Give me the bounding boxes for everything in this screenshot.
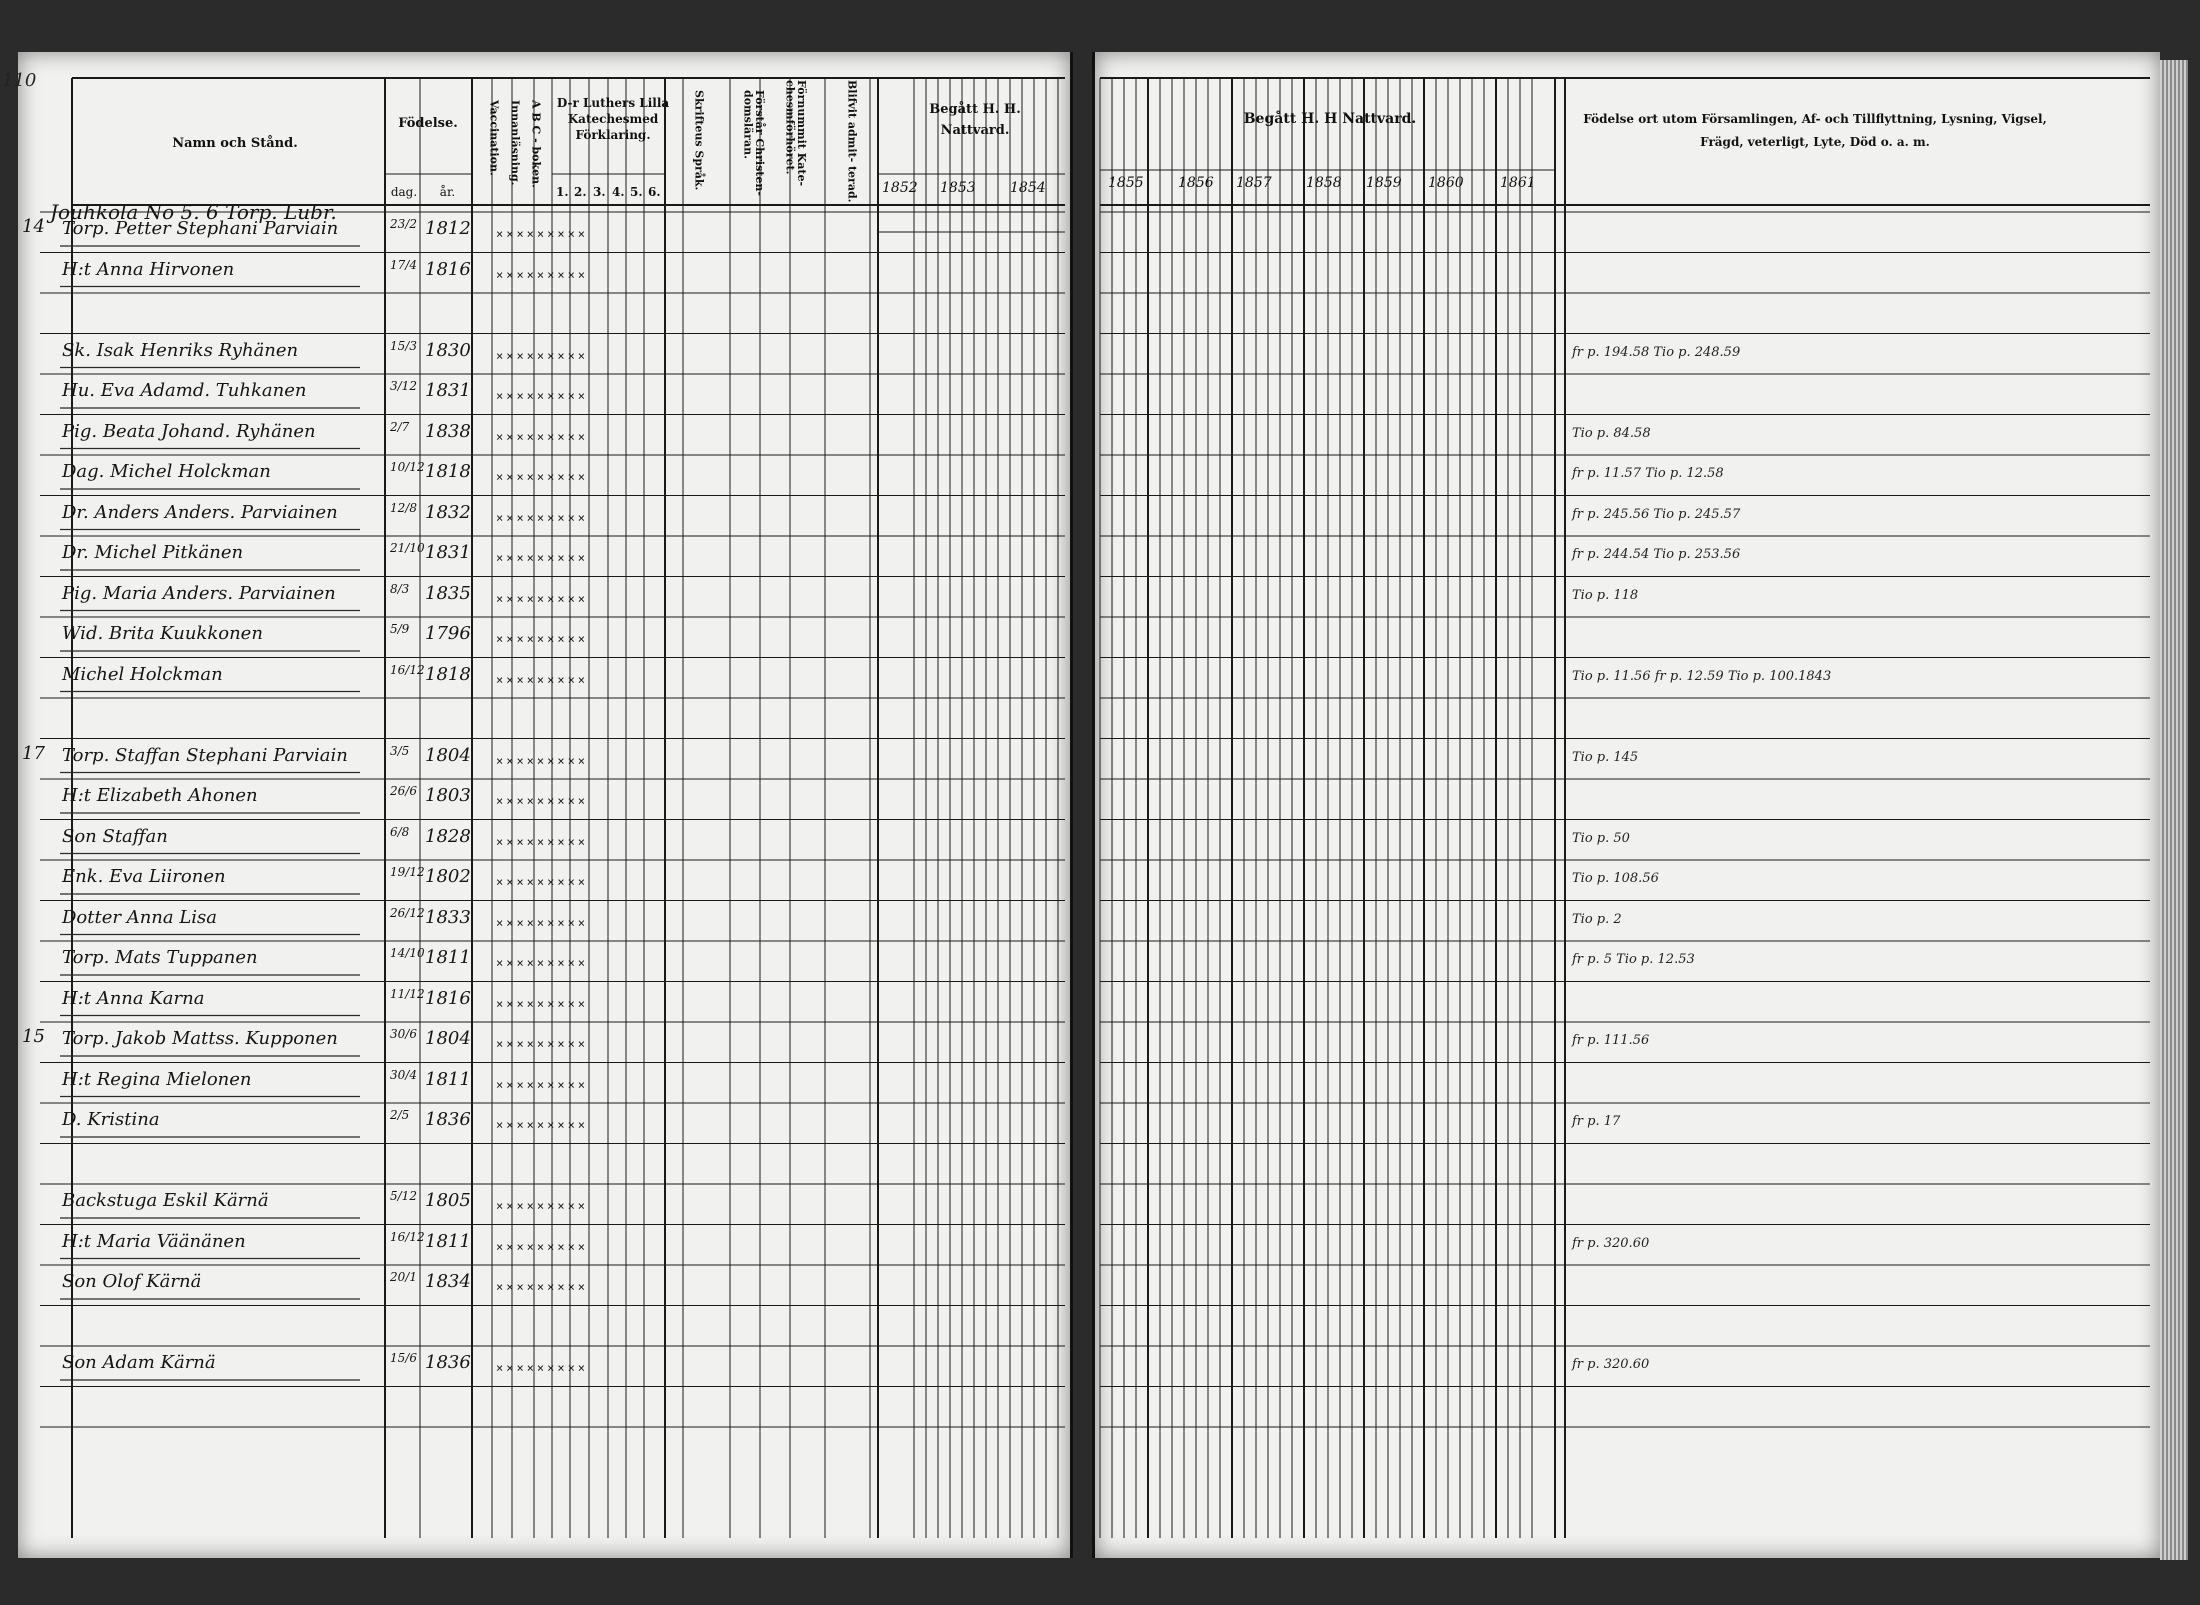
entry-remark: fr p. 320.60: [1572, 1357, 1650, 1372]
entry-name: H:t Elizabeth Ahonen: [62, 785, 258, 806]
page-number: 110: [2, 70, 37, 91]
entry-birth-day: 26/6: [390, 784, 417, 798]
reading-marks: ×××××××××: [496, 1077, 589, 1092]
entry-name: Dr. Anders Anders. Parviainen: [62, 501, 338, 523]
reading-marks: ×××××××××: [496, 875, 589, 889]
communion-year-1854: 1854: [1010, 180, 1046, 196]
entry-birth-year: 1831: [425, 380, 471, 401]
reading-marks: ×××××××××: [496, 267, 589, 282]
entry-remark: fr p. 5 Tio p. 12.53: [1572, 952, 1695, 967]
entry-remark: fr p. 244.54 Tio p. 253.56: [1572, 547, 1741, 562]
entry-birth-day: 6/8: [390, 824, 410, 839]
entry-birth-year: 1818: [425, 663, 471, 685]
reading-marks: ×××××××××: [496, 1239, 589, 1254]
reading-marks: ×××××××××: [496, 510, 589, 525]
entry-birth-day: 2/7: [390, 419, 410, 434]
header-name: Namn och Stånd.: [172, 136, 298, 151]
entry-remark: fr p. 17: [1572, 1114, 1621, 1129]
entry-name: D. Kristina: [62, 1109, 160, 1130]
entry-remark: Tio p. 84.58: [1572, 425, 1651, 441]
communion-year-1853: 1853: [940, 180, 976, 196]
reading-marks: ×××××××××: [496, 632, 589, 646]
catechism-part-5: 5.: [630, 185, 643, 199]
entry-name: Son Staffan: [62, 825, 168, 847]
entry-birth-day: 19/12: [390, 865, 425, 879]
entry-birth-year: 1834: [425, 1271, 471, 1292]
header-confirmation: Förnummit Kate- chesmförhöret.: [783, 80, 809, 187]
entry-birth-day: 8/3: [390, 581, 410, 596]
entry-name: Son Adam Kärnä: [62, 1352, 216, 1373]
entry-birth-day: 3/5: [390, 743, 410, 758]
header-reading: Innanläsning.: [508, 100, 522, 186]
entry-name: Michel Holckman: [62, 663, 223, 685]
reading-marks: ×××××××××: [496, 794, 589, 808]
entry-remark: Tio p. 118: [1572, 587, 1639, 603]
entry-remark: Tio p. 11.56 fr p. 12.59 Tio p. 100.1843: [1572, 668, 1832, 684]
entry-birth-year: 1833: [425, 906, 471, 928]
communion-year-1857: 1857: [1236, 175, 1272, 191]
catechism-part-1: 1.: [556, 185, 569, 199]
entry-birth-year: 1818: [425, 461, 471, 482]
entry-birth-year: 1804: [425, 744, 471, 766]
communion-year-1856: 1856: [1178, 175, 1214, 191]
entry-remark: Tio p. 145: [1572, 749, 1639, 765]
reading-marks: ×××××××××: [496, 470, 589, 484]
entry-name: Torp. Staffan Stephani Parviain: [62, 744, 348, 766]
entry-birth-day: 14/10: [390, 946, 425, 960]
entry-name: Sk. Isak Henriks Ryhänen: [62, 339, 299, 361]
communion-year-1860: 1860: [1428, 175, 1464, 191]
header-christianity: Förstår Christen- domsläran.: [741, 90, 767, 196]
entry-birth-day: 16/12: [390, 1229, 425, 1244]
reading-marks: ×××××××××: [496, 672, 589, 687]
entry-remark: fr p. 111.56: [1572, 1033, 1650, 1048]
entry-remark: fr p. 320.60: [1572, 1235, 1650, 1251]
reading-marks: ×××××××××: [496, 389, 589, 403]
communion-year-1855: 1855: [1108, 175, 1144, 191]
entry-name: Torp. Jakob Mattss. Kupponen: [62, 1028, 338, 1049]
entry-birth-day: 5/9: [390, 622, 410, 636]
entry-birth-day: 23/2: [390, 217, 417, 231]
entry-birth-day: 11/12: [390, 986, 425, 1001]
entry-birth-day: 17/4: [390, 257, 417, 272]
entry-name: Dr. Michel Pitkänen: [62, 542, 244, 563]
header-communion-left: Begått H. H. Nattvard.: [929, 102, 1021, 138]
entry-birth-year: 1811: [425, 947, 471, 968]
entry-birth-day: 15/3: [390, 338, 417, 353]
entry-remark: fr p. 245.56 Tio p. 245.57: [1572, 506, 1741, 522]
entry-birth-year: 1803: [425, 785, 471, 806]
entry-remark: Tio p. 108.56: [1572, 871, 1659, 886]
entry-birth-year: 1816: [425, 987, 471, 1009]
entry-birth-year: 1796: [425, 623, 471, 644]
reading-marks: ×××××××××: [496, 1118, 589, 1132]
entry-name: H:t Maria Väänänen: [62, 1230, 246, 1252]
entry-birth-day: 2/5: [390, 1108, 410, 1122]
catechism-part-4: 4.: [612, 185, 625, 199]
entry-birth-day: 3/12: [390, 379, 417, 393]
entry-birth-day: 10/12: [390, 460, 425, 474]
entry-birth-year: 1802: [425, 866, 471, 887]
entry-number: 15: [22, 1026, 45, 1047]
header-day: dag.: [390, 185, 418, 199]
entry-birth-day: 16/12: [390, 662, 425, 677]
entry-birth-year: 1812: [425, 218, 471, 239]
entry-birth-year: 1805: [425, 1190, 471, 1211]
header-abc: A B C - boken.: [529, 100, 543, 188]
entry-birth-day: 15/6: [390, 1351, 417, 1365]
entry-birth-year: 1830: [425, 339, 471, 361]
entry-name: Hu. Eva Adamd. Tuhkanen: [62, 380, 307, 401]
entry-remark: Tio p. 2: [1572, 911, 1622, 927]
reading-marks: ×××××××××: [496, 1361, 589, 1375]
entry-birth-day: 20/1: [390, 1270, 417, 1284]
header-birth: Födelse.: [398, 116, 458, 131]
reading-marks: ×××××××××: [496, 956, 589, 970]
entry-name: Dotter Anna Lisa: [62, 906, 218, 928]
reading-marks: ×××××××××: [496, 1280, 589, 1294]
entry-number: 17: [22, 742, 45, 764]
reading-marks: ×××××××××: [496, 429, 589, 444]
reading-marks: ×××××××××: [496, 591, 589, 606]
entry-birth-year: 1831: [425, 542, 471, 563]
communion-year-1861: 1861: [1500, 175, 1536, 191]
reading-marks: ×××××××××: [496, 1037, 589, 1051]
catechism-part-3: 3.: [593, 185, 606, 199]
entry-name: H:t Anna Karna: [62, 987, 205, 1009]
reading-marks: ×××××××××: [496, 348, 589, 363]
communion-year-1858: 1858: [1306, 175, 1342, 191]
entry-name: Torp. Mats Tuppanen: [62, 947, 258, 968]
entry-birth-day: 5/12: [390, 1189, 417, 1203]
entry-name: Pig. Beata Johand. Ryhänen: [62, 420, 316, 442]
entry-name: Backstuga Eskil Kärnä: [62, 1190, 269, 1211]
entry-birth-year: 1832: [425, 501, 471, 523]
catechism-part-6: 6.: [648, 185, 661, 199]
catechism-part-2: 2.: [574, 185, 587, 199]
entry-name: Son Olof Kärnä: [62, 1271, 202, 1292]
header-catechism: D-r Luthers Lilla Katechesmed Förklaring.: [556, 96, 670, 143]
entry-birth-day: 30/6: [390, 1027, 417, 1041]
reading-marks: ×××××××××: [496, 1199, 589, 1213]
reading-marks: ×××××××××: [496, 834, 589, 849]
entry-birth-year: 1804: [425, 1028, 471, 1049]
reading-marks: ×××××××××: [496, 915, 589, 930]
entry-birth-day: 26/12: [390, 905, 425, 920]
entry-birth-year: 1835: [425, 582, 471, 604]
reading-marks: ×××××××××: [496, 753, 589, 768]
entry-number: 14: [22, 216, 45, 237]
entry-birth-day: 21/10: [390, 541, 425, 555]
header-year: år.: [439, 185, 456, 199]
entry-birth-year: 1828: [425, 825, 471, 847]
entry-birth-year: 1816: [425, 258, 471, 280]
entry-birth-year: 1836: [425, 1352, 471, 1373]
entry-name: Dag. Michel Holckman: [62, 461, 271, 482]
header-admitted: Blifvit admit- terad.: [845, 80, 859, 203]
entry-birth-year: 1811: [425, 1230, 471, 1252]
entry-birth-year: 1811: [425, 1068, 471, 1090]
entry-name: Pig. Maria Anders. Parviainen: [62, 582, 336, 604]
entry-birth-year: 1838: [425, 420, 471, 442]
header-vaccination: Vaccination.: [487, 100, 501, 176]
reading-marks: ×××××××××: [496, 227, 589, 241]
entry-birth-year: 1836: [425, 1109, 471, 1130]
entry-name: Wid. Brita Kuukkonen: [62, 623, 263, 644]
entry-remark: fr p. 11.57 Tio p. 12.58: [1572, 466, 1724, 481]
entry-remark: fr p. 194.58 Tio p. 248.59: [1572, 344, 1741, 360]
reading-marks: ×××××××××: [496, 996, 589, 1011]
entry-name: H:t Anna Hirvonen: [62, 258, 235, 280]
entry-name: Enk. Eva Liironen: [62, 866, 226, 887]
communion-year-1852: 1852: [882, 180, 918, 196]
entry-name: H:t Regina Mielonen: [62, 1068, 252, 1090]
header-communion-right: Begått H. H Nattvard.: [1243, 111, 1417, 127]
entry-birth-day: 30/4: [390, 1067, 417, 1082]
entry-name: Torp. Petter Stephani Parviain: [62, 218, 339, 239]
header-remarks: Födelse ort utom Församlingen, Af- och Tillflyttning, Lysning, Vigsel, Frägd, veterligt, Lyte, Död o. a. m.: [1583, 112, 2047, 149]
household-title: Jouhkola No 5. 6 Torp. Lubr.: [50, 200, 337, 224]
entry-remark: Tio p. 50: [1572, 830, 1630, 846]
reading-marks: ×××××××××: [496, 551, 589, 565]
entry-birth-day: 12/8: [390, 500, 417, 515]
communion-year-1859: 1859: [1366, 175, 1402, 191]
header-writing: Skrifteus Språk.: [692, 90, 706, 191]
